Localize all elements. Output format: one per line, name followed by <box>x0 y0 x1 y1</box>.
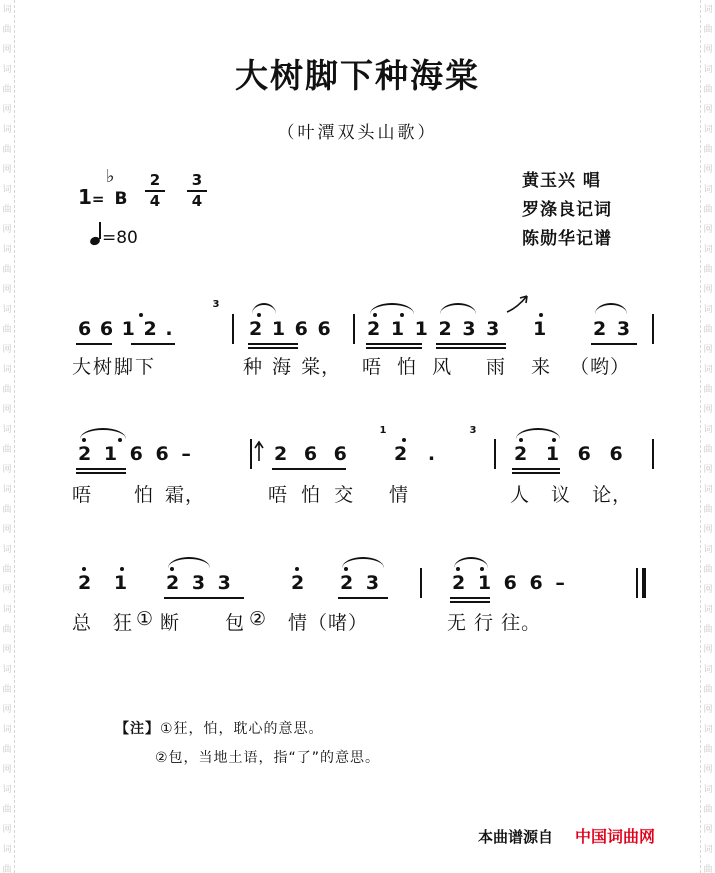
barline <box>652 439 654 469</box>
watermark-char: 曲 <box>2 865 12 873</box>
watermark-char: 网 <box>703 105 713 115</box>
watermark-char: 曲 <box>703 865 713 873</box>
watermark-char: 词 <box>703 725 713 735</box>
watermark-char: 曲 <box>703 805 713 815</box>
watermark-char: 词 <box>703 365 713 375</box>
source-footer: 本曲谱源自 中国词曲网 <box>478 827 656 846</box>
watermark-char: 网 <box>703 825 713 835</box>
watermark-char: 词 <box>703 305 713 315</box>
watermark-char: 词 <box>2 605 12 615</box>
credit-lyrics: 罗涤良记词 <box>522 200 612 220</box>
s2-lyric: 怕 霜， <box>134 484 206 506</box>
s3-lyric: 总 狂 <box>72 612 134 634</box>
watermark-char: 曲 <box>703 205 713 215</box>
watermark-char: 词 <box>2 785 12 795</box>
watermark-char: 网 <box>2 825 12 835</box>
watermark-char: 曲 <box>2 85 12 95</box>
watermark-char: 曲 <box>2 625 12 635</box>
watermark-char: 曲 <box>703 745 713 755</box>
watermark-char: 网 <box>2 705 12 715</box>
watermark-char: 网 <box>2 105 12 115</box>
grace-note: 3 <box>212 299 220 310</box>
watermark-char: 网 <box>703 645 713 655</box>
song-subtitle: （叶潭双头山歌） <box>277 123 438 143</box>
watermark-char: 网 <box>2 765 12 775</box>
s2-measure-2: 2 6 6 <box>274 443 347 465</box>
barline <box>250 439 252 469</box>
watermark-char: 网 <box>703 705 713 715</box>
watermark-char: 词 <box>703 125 713 135</box>
watermark-char: 网 <box>703 405 713 415</box>
watermark-char: 词 <box>703 605 713 615</box>
watermark-char: 曲 <box>2 565 12 575</box>
watermark-char: 网 <box>703 165 713 175</box>
watermark-char: 网 <box>703 225 713 235</box>
grace-note: 1 <box>379 425 387 436</box>
watermark-char: 曲 <box>2 205 12 215</box>
s1-lyric: 唔 怕 风 <box>362 356 453 378</box>
s3-lyric: 断 <box>160 612 181 634</box>
watermark-char: 词 <box>703 425 713 435</box>
s2-lyric: 情 <box>389 484 410 506</box>
watermark-char: 词 <box>2 125 12 135</box>
watermark-char: 曲 <box>2 265 12 275</box>
s2-lyric: 唔 <box>72 484 93 506</box>
watermark-char: 网 <box>703 345 713 355</box>
meter-3-4: 3 4 <box>187 172 207 210</box>
watermark-char: 曲 <box>2 805 12 815</box>
final-barline <box>636 568 638 598</box>
watermark-char: 词 <box>703 245 713 255</box>
watermark-char: 词 <box>2 725 12 735</box>
watermark-char: 网 <box>2 45 12 55</box>
slur-mark <box>252 303 276 314</box>
slur-mark <box>595 303 627 314</box>
song-title: 大树脚下种海棠 <box>235 56 480 95</box>
credit-score: 陈勋华记谱 <box>522 229 612 249</box>
watermark-char: 网 <box>2 585 12 595</box>
final-barline <box>642 568 646 598</box>
s3-lyric: 包 <box>225 612 246 634</box>
watermark-char: 词 <box>2 245 12 255</box>
barline <box>353 314 355 344</box>
watermark-char: 网 <box>2 345 12 355</box>
slur-mark <box>168 557 210 568</box>
watermark-char: 网 <box>703 285 713 295</box>
s3-measure-1d: 2 3 <box>340 572 380 594</box>
slide-arrow-icon <box>505 292 531 314</box>
watermark-char: 词 <box>2 545 12 555</box>
watermark-char: 网 <box>2 465 12 475</box>
barline <box>420 568 422 598</box>
slur-mark <box>440 303 476 314</box>
watermark-char: 曲 <box>703 25 713 35</box>
s1-lyric: 雨 来 <box>486 356 552 378</box>
watermark-char: 网 <box>2 165 12 175</box>
grace-note: 3 <box>469 425 477 436</box>
watermark-char: 网 <box>703 465 713 475</box>
watermark-char: 曲 <box>2 445 12 455</box>
s3-lyric: 情（啫） <box>288 612 369 634</box>
watermark-char: 网 <box>2 645 12 655</box>
s3-measure-1b: 2 3 3 <box>166 572 231 594</box>
barline <box>494 439 496 469</box>
watermark-char: 曲 <box>703 85 713 95</box>
s1-lyric: （哟） <box>570 356 631 378</box>
s1-measure-3b: 1 <box>533 318 547 340</box>
watermark-char: 词 <box>2 665 12 675</box>
barline <box>232 314 234 344</box>
watermark-char: 网 <box>2 405 12 415</box>
s3-lyric: 无 行 往。 <box>447 612 542 634</box>
slur-mark <box>370 303 414 314</box>
s3-lyric: ① <box>136 608 155 630</box>
s3-measure-1a: 2 1 <box>78 572 128 594</box>
s2-lyric: 人 议 论， <box>510 484 633 506</box>
s2-lyric: 唔 怕 交 <box>268 484 355 506</box>
flat-sign: ♭ <box>106 166 115 187</box>
watermark-char: 词 <box>703 665 713 675</box>
watermark-char: 曲 <box>703 685 713 695</box>
s1-lyric: 种 海 棠， <box>243 356 342 378</box>
watermark-char: 曲 <box>2 385 12 395</box>
watermark-char: 词 <box>703 65 713 75</box>
watermark-char: 词 <box>2 845 12 855</box>
watermark-char: 曲 <box>703 565 713 575</box>
s1-measure-3a: 2 1 1 2 3 3 <box>367 318 500 340</box>
watermark-char: 曲 <box>2 325 12 335</box>
watermark-char: 曲 <box>703 145 713 155</box>
s2-measure-1: 2 1 6 6 – <box>78 443 191 465</box>
watermark-char: 网 <box>703 525 713 535</box>
watermark-char: 网 <box>2 225 12 235</box>
watermark-char: 词 <box>703 545 713 555</box>
s2-measure-3: 2 1 6 6 <box>514 443 623 465</box>
watermark-char: 网 <box>703 585 713 595</box>
watermark-char: 曲 <box>2 505 12 515</box>
s3-lyric: ② <box>249 608 268 630</box>
watermark-char: 网 <box>703 765 713 775</box>
watermark-char: 词 <box>703 845 713 855</box>
site-link[interactable]: 中国词曲网 <box>575 827 656 846</box>
s3-measure-2: 2 1 6 6 – <box>452 572 565 594</box>
watermark-char: 曲 <box>2 145 12 155</box>
slur-mark <box>342 557 384 568</box>
watermark-char: 词 <box>2 65 12 75</box>
watermark-char: 曲 <box>703 265 713 275</box>
watermark-char: 网 <box>2 285 12 295</box>
watermark-char: 词 <box>2 365 12 375</box>
s1-measure-3c: 2 3 <box>593 318 631 340</box>
s2-measure-2b: 2 . <box>394 443 436 465</box>
tempo-marking: =80 <box>90 226 138 248</box>
key-signature: 1= B <box>78 185 128 209</box>
breath-arrow-icon <box>254 440 264 462</box>
watermark-char: 曲 <box>703 445 713 455</box>
watermark-char: 曲 <box>703 625 713 635</box>
meter-2-4: 2 4 <box>145 172 165 210</box>
watermark-char: 曲 <box>2 25 12 35</box>
watermark-char: 曲 <box>2 745 12 755</box>
watermark-char: 曲 <box>703 385 713 395</box>
s3-measure-1c: 2 <box>291 572 305 594</box>
watermark-char: 词 <box>703 5 713 15</box>
watermark-char: 曲 <box>703 325 713 335</box>
watermark-char: 曲 <box>2 685 12 695</box>
watermark-char: 词 <box>2 5 12 15</box>
footnote-2: ②包，当地土语，指“了”的意思。 <box>155 750 381 766</box>
watermark-char: 网 <box>703 45 713 55</box>
watermark-char: 词 <box>703 785 713 795</box>
s1-lyric: 大树脚下 <box>72 356 157 378</box>
watermark-char: 词 <box>2 185 12 195</box>
watermark-char: 曲 <box>703 505 713 515</box>
s1-measure-1: 6 6 1 2 . <box>78 318 173 340</box>
s1-measure-2: 2 1 6 6 <box>249 318 331 340</box>
barline <box>652 314 654 344</box>
credit-singer: 黄玉兴 唱 <box>522 171 601 191</box>
watermark-char: 词 <box>2 305 12 315</box>
watermark-char: 词 <box>2 485 12 495</box>
footnote-1: 【注】①狂，怕，耽心的意思。 <box>115 721 324 737</box>
watermark-char: 词 <box>703 485 713 495</box>
watermark-char: 网 <box>2 525 12 535</box>
watermark-char: 词 <box>2 425 12 435</box>
watermark-char: 词 <box>703 185 713 195</box>
